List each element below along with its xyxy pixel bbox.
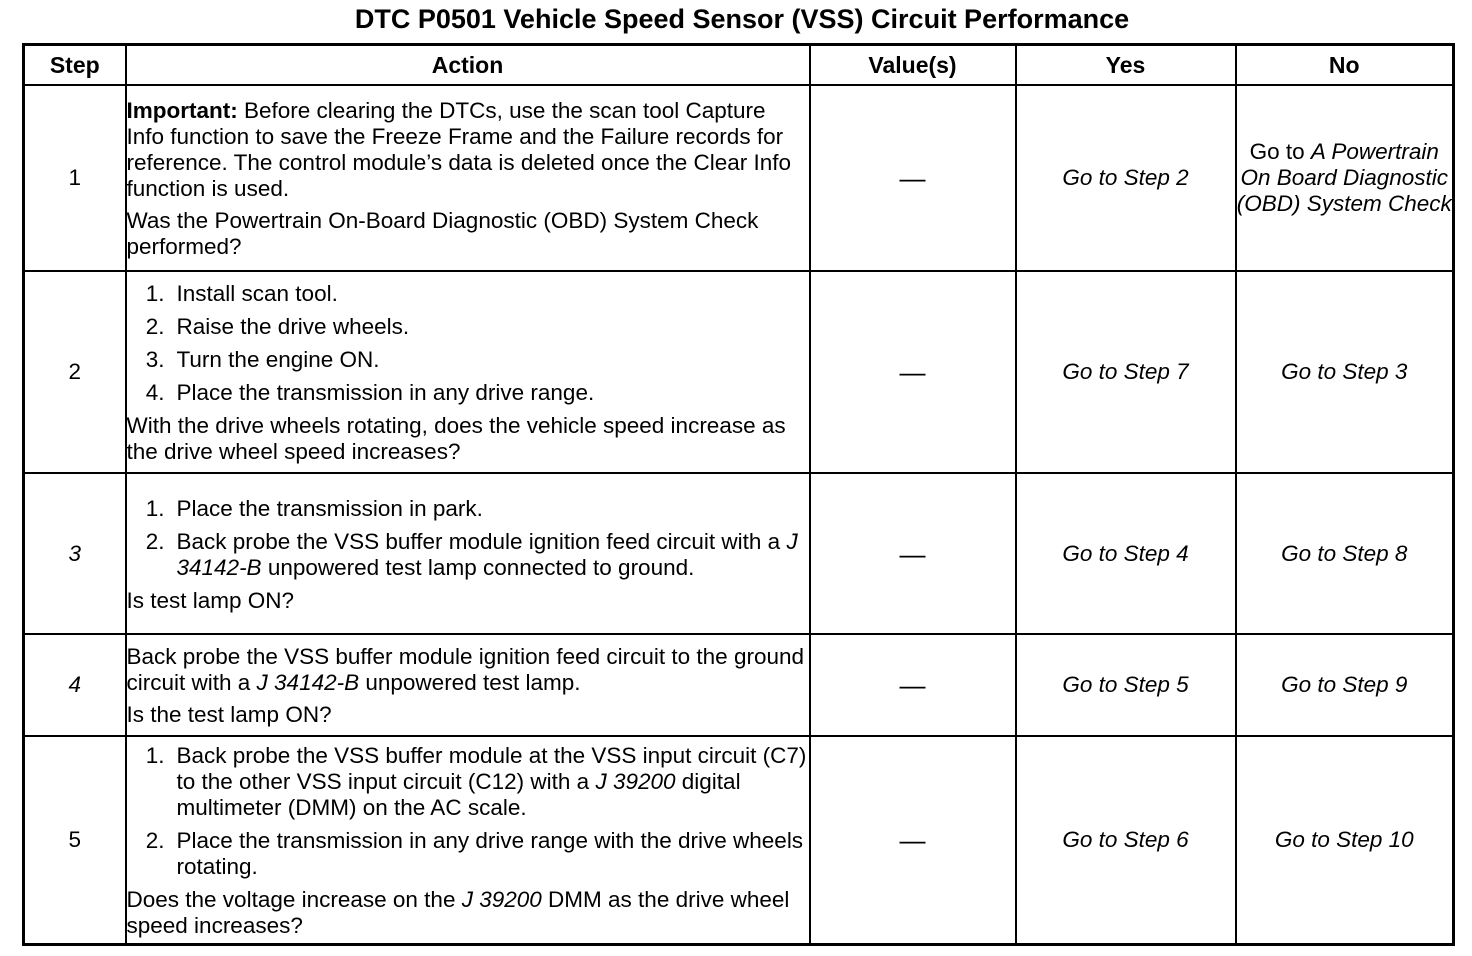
value-cell: —	[810, 634, 1016, 736]
important-note	[127, 98, 809, 202]
list-item	[127, 314, 809, 340]
table-row	[24, 473, 1454, 634]
list-number: 1.	[145, 281, 165, 306]
action-cell	[126, 85, 810, 271]
list-number: 2.	[145, 314, 165, 339]
action-text-part: Back probe the VSS buffer module ignition feed circuit to the ground circuit with a	[126, 644, 805, 695]
list-text-part: unpowered test lamp connected to ground.	[261, 554, 695, 580]
tool-number: J 39200	[461, 886, 542, 912]
no-prefix: Go to	[1249, 139, 1311, 164]
value-cell: —	[810, 271, 1016, 473]
list-item	[127, 828, 809, 880]
value-cell: —	[810, 473, 1016, 634]
step-number: 2	[24, 271, 126, 473]
list-item	[127, 496, 809, 522]
table-row	[24, 736, 1454, 944]
table-row	[24, 271, 1454, 473]
list-item	[127, 281, 809, 307]
list-item	[127, 743, 809, 821]
list-text: Place the transmission in park.	[176, 495, 483, 521]
header-step: Step	[24, 45, 126, 86]
header-values: Value(s)	[810, 45, 1016, 86]
header-yes: Yes	[1016, 45, 1236, 86]
list-text: Place the transmission in any drive range.	[176, 380, 595, 405]
step-number: 3	[24, 473, 126, 634]
list-text	[177, 743, 809, 821]
no-cell: Go to Step 3	[1236, 271, 1454, 473]
list-item	[127, 347, 809, 373]
action-question: With the drive wheels rotating, does the vehicle speed increase as the drive wheel speed increases?	[126, 413, 786, 464]
tool-number: J 34142-B	[256, 670, 360, 695]
important-text: Before clearing the DTCs, use the scan tool Capture Info function to save the Freeze Frame and the Failure records for reference. The control module’s data is deleted once the Clear Info function is used.	[126, 98, 792, 201]
no-cell: Go to Step 8	[1236, 473, 1454, 634]
list-text-part: Back probe the VSS buffer module ignition feed circuit with a	[176, 528, 787, 554]
list-number: 1.	[145, 495, 165, 521]
action-text	[127, 644, 809, 696]
no-link-text: A Powertrain On Board Diagnostic (OBD) System Check	[1236, 139, 1452, 216]
list-text: Install scan tool.	[176, 281, 338, 306]
table-row	[24, 634, 1454, 736]
list-item	[127, 529, 809, 581]
dtc-table	[22, 43, 1455, 946]
action-question: Is the test lamp ON?	[126, 702, 332, 727]
yes-cell: Go to Step 5	[1016, 634, 1236, 736]
header-row	[24, 45, 1454, 86]
tool-number: J 34142-B	[176, 528, 798, 580]
value-cell: —	[810, 736, 1016, 944]
list-text: Turn the engine ON.	[176, 347, 380, 372]
question-part: DMM as the drive wheel speed increases?	[126, 886, 790, 938]
no-cell: Go to Step 10	[1236, 736, 1454, 944]
list-text	[177, 529, 809, 581]
action-question: Is test lamp ON?	[126, 587, 295, 613]
action-cell	[126, 473, 810, 634]
value-cell: —	[810, 85, 1016, 271]
question-part: Does the voltage increase on the	[126, 886, 462, 912]
list-number: 4.	[145, 380, 165, 405]
list-number: 3.	[145, 347, 165, 372]
no-cell	[1236, 85, 1454, 271]
step-number: 1	[24, 85, 126, 271]
header-action: Action	[126, 45, 810, 86]
tool-number: J 39200	[595, 768, 676, 794]
yes-cell: Go to Step 4	[1016, 473, 1236, 634]
table-row	[24, 85, 1454, 271]
action-cell	[126, 736, 810, 944]
action-question: Was the Powertrain On-Board Diagnostic (OBD) System Check performed?	[126, 208, 759, 259]
list-number: 2.	[145, 827, 165, 853]
action-cell	[126, 271, 810, 473]
action-cell	[126, 634, 810, 736]
list-text: Place the transmission in any drive range with the drive wheels rotating.	[176, 827, 804, 879]
page-title: DTC P0501 Vehicle Speed Sensor (VSS) Circuit Performance	[354, 4, 1130, 34]
step-number: 5	[24, 736, 126, 944]
yes-cell: Go to Step 2	[1016, 85, 1236, 271]
header-no: No	[1236, 45, 1454, 86]
no-cell: Go to Step 9	[1236, 634, 1454, 736]
yes-cell: Go to Step 6	[1016, 736, 1236, 944]
list-number: 1.	[145, 742, 165, 768]
list-number: 2.	[145, 528, 165, 554]
list-text: Raise the drive wheels.	[176, 314, 410, 339]
action-text-part: unpowered test lamp.	[359, 670, 581, 695]
list-text-part: digital multimeter (DMM) on the AC scale.	[176, 768, 741, 820]
step-number: 4	[24, 634, 126, 736]
list-item	[127, 380, 809, 406]
list-text-part: Back probe the VSS buffer module at the VSS input circuit (C7) to the other VSS input circuit (C12) with a	[176, 742, 807, 794]
yes-cell: Go to Step 7	[1016, 271, 1236, 473]
action-question	[127, 887, 809, 939]
important-label: Important:	[126, 98, 238, 123]
